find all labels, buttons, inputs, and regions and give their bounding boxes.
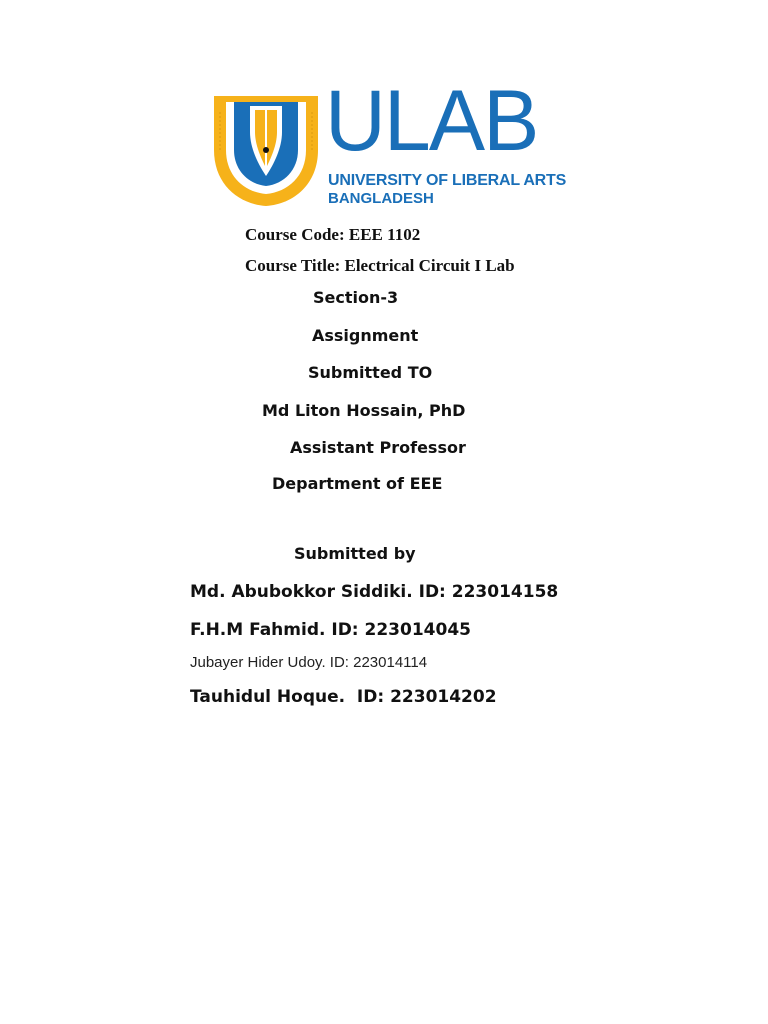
instructor-department: Department of EEE xyxy=(272,474,443,493)
ulab-logo xyxy=(210,73,567,212)
member-1: Md. Abubokkor Siddiki. ID: 223014158 xyxy=(190,582,559,602)
member-2: F.H.M Fahmid. ID: 223014045 xyxy=(190,620,471,640)
course-code: Course Code: EEE 1102 xyxy=(245,225,421,244)
ulab-seal-icon xyxy=(210,92,322,208)
member-3: Jubayer Hider Udoy. ID: 223014114 xyxy=(190,654,428,671)
logo-country-name: BANGLADESH xyxy=(328,190,434,207)
instructor-designation: Assistant Professor xyxy=(290,438,466,457)
section-label: Section-3 xyxy=(313,288,399,307)
submitted-to-heading: Submitted TO xyxy=(308,363,433,382)
course-title: Course Title: Electrical Circuit I Lab xyxy=(245,256,515,275)
submitted-by-heading: Submitted by xyxy=(294,544,416,563)
member-4: Tauhidul Hoque. ID: 223014202 xyxy=(190,687,497,707)
assignment-label: Assignment xyxy=(312,326,419,345)
instructor-name: Md Liton Hossain, PhD xyxy=(262,401,466,420)
logo-brand-text: ULAB xyxy=(325,73,538,169)
logo-university-name: UNIVERSITY OF LIBERAL ARTS xyxy=(328,172,567,189)
